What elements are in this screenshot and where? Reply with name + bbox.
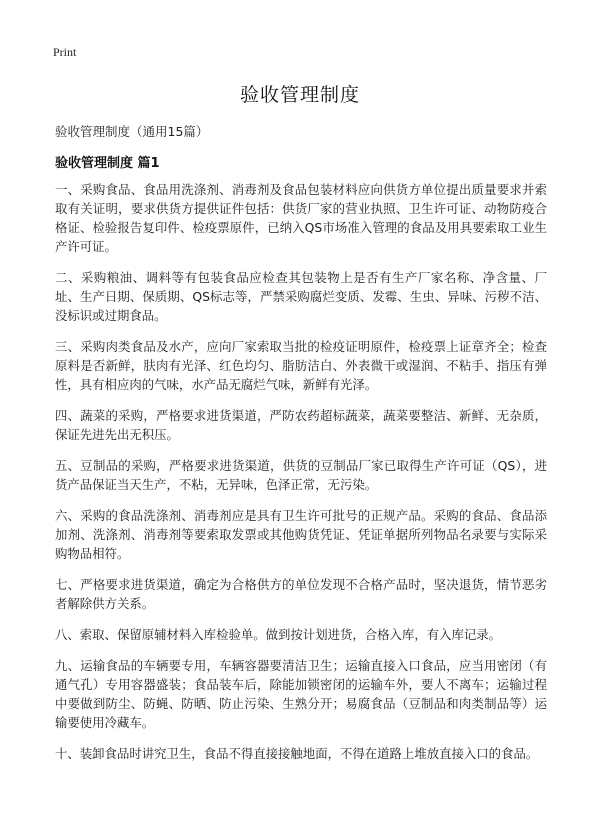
print-link[interactable]: Print bbox=[53, 45, 77, 59]
paragraph-10: 十、装卸食品时讲究卫生，食品不得直接接触地面，不得在道路上堆放直接入口的食品。 bbox=[55, 746, 539, 761]
paragraph-7: 七、严格要求进货渠道，确定为合格供方的单位发现不合格产品时，坚决退货，情节恶劣者解除供方关系。 bbox=[55, 577, 547, 611]
paragraph-6: 六、采购的食品洗涤剂、消毒剂应是具有卫生许可批号的正规产品。采购的食品、食品添加剂、洗涤剂、消毒剂等要索取发票或其他购货凭证、凭证单据所列物品名录要与实际采购物品相符。 bbox=[55, 508, 547, 561]
section-heading: 验收管理制度 篇1 bbox=[55, 156, 160, 171]
paragraph-3: 三、采购肉类食品及水产，应向厂家索取当批的检疫证明原件，检疫票上证章齐全；检查原料是否新鲜，肤肉有光泽、红色均匀、脂肪洁白、外表微干或湿润、不粘手、指压有弹性，具有相应肉的气味，水产品无腐烂气味，新鲜有光泽。 bbox=[55, 339, 547, 392]
document-subtitle: 验收管理制度（通用15篇） bbox=[55, 124, 209, 139]
paragraph-4: 四、蔬菜的采购，严格要求进货渠道，严防农药超标蔬菜，蔬菜要整洁、新鲜、无杂质，保证先进先出无积压。 bbox=[55, 408, 547, 442]
paragraph-9: 九、运输食品的车辆要专用，车辆容器要清洁卫生；运输直接入口食品，应当用密闭（有通气孔）专用容器盛装；食品装车后，除能加锁密闭的运输车外，要人不离车；运输过程中要做到防尘、防蝇、防晒、防止污染、生熟分开；易腐食品（豆制品和肉类制品等）运输要使用冷藏车。 bbox=[55, 658, 547, 730]
paragraph-1: 一、采购食品、食品用洗涤剂、消毒剂及食品包装材料应向供货方单位提出质量要求并索取有关证明，要求供货方提供证件包括：供货厂家的营业执照、卫生许可证、动物防疫合格证、检验报告复印件、检疫票原件，已纳入QS市场准入管理的食品及用具要索取工业生产许可证。 bbox=[55, 182, 547, 254]
document-title: 验收管理制度 bbox=[239, 84, 360, 106]
paragraph-5: 五、豆制品的采购，严格要求进货渠道，供货的豆制品厂家已取得生产许可证（QS），进货产品保证当天生产，不粘，无异味，色泽正常，无污染。 bbox=[55, 458, 547, 492]
document-body bbox=[55, 180, 547, 775]
paragraph-2: 二、采购粮油、调料等有包装食品应检查其包装物上是否有生产厂家名称、净含量、厂址、生产日期、保质期、QS标志等，严禁采购腐烂变质、发霉、生虫、异味、污秽不洁、没标识或过期食品。 bbox=[55, 270, 547, 323]
paragraph-8: 八、索取、保留原辅材料入库检验单。做到按计划进货，合格入库，有入库记录。 bbox=[55, 627, 502, 642]
